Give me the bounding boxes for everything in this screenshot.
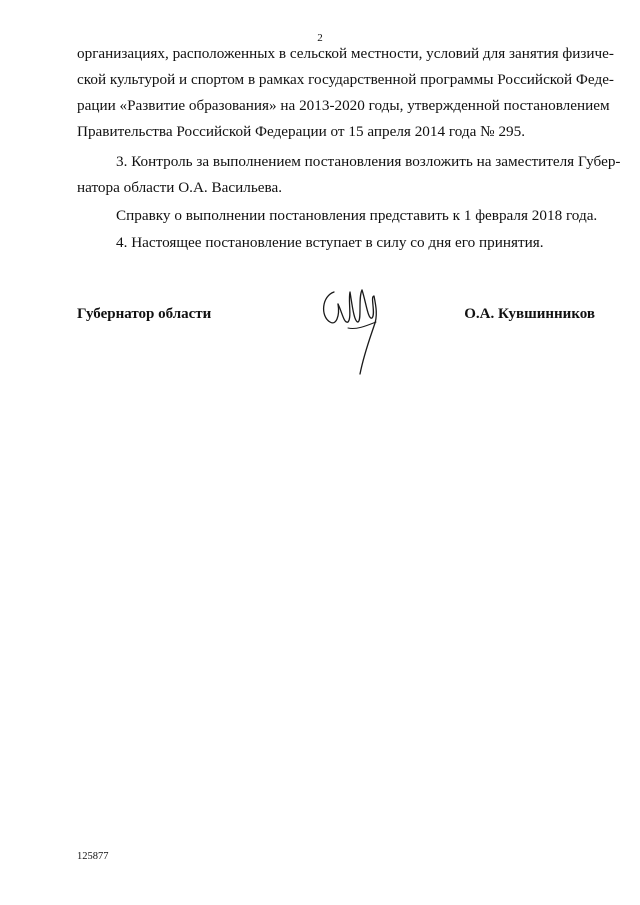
text-line: 4. Настоящее постановление вступает в силу со дня его принятия.: [116, 234, 544, 251]
text-line: натора области О.А. Васильева.: [77, 179, 283, 196]
text-line: ской культурой и спортом в рамках государственной программы Российской Феде-: [77, 71, 614, 88]
text-line: Справку о выполнении постановления представить к 1 февраля 2018 года.: [116, 207, 598, 224]
text-line: Правительства Российской Федерации от 15 апреля 2014 года № 295.: [77, 123, 526, 140]
page-number: 2: [317, 32, 323, 44]
text-line: 3. Контроль за выполнением постановления возложить на заместителя Губер-: [116, 153, 621, 170]
handwritten-signature: [318, 282, 382, 382]
registry-number: 125877: [77, 851, 109, 862]
text-line: рации «Развитие образования» на 2013-2020 годы, утвержденной постановлением: [77, 97, 610, 114]
signatory-position: Губернатор области: [77, 306, 212, 322]
signatory-name: О.А. Кувшинников: [464, 306, 595, 322]
text-line: организациях, расположенных в сельской местности, условий для занятия физиче-: [77, 45, 614, 62]
